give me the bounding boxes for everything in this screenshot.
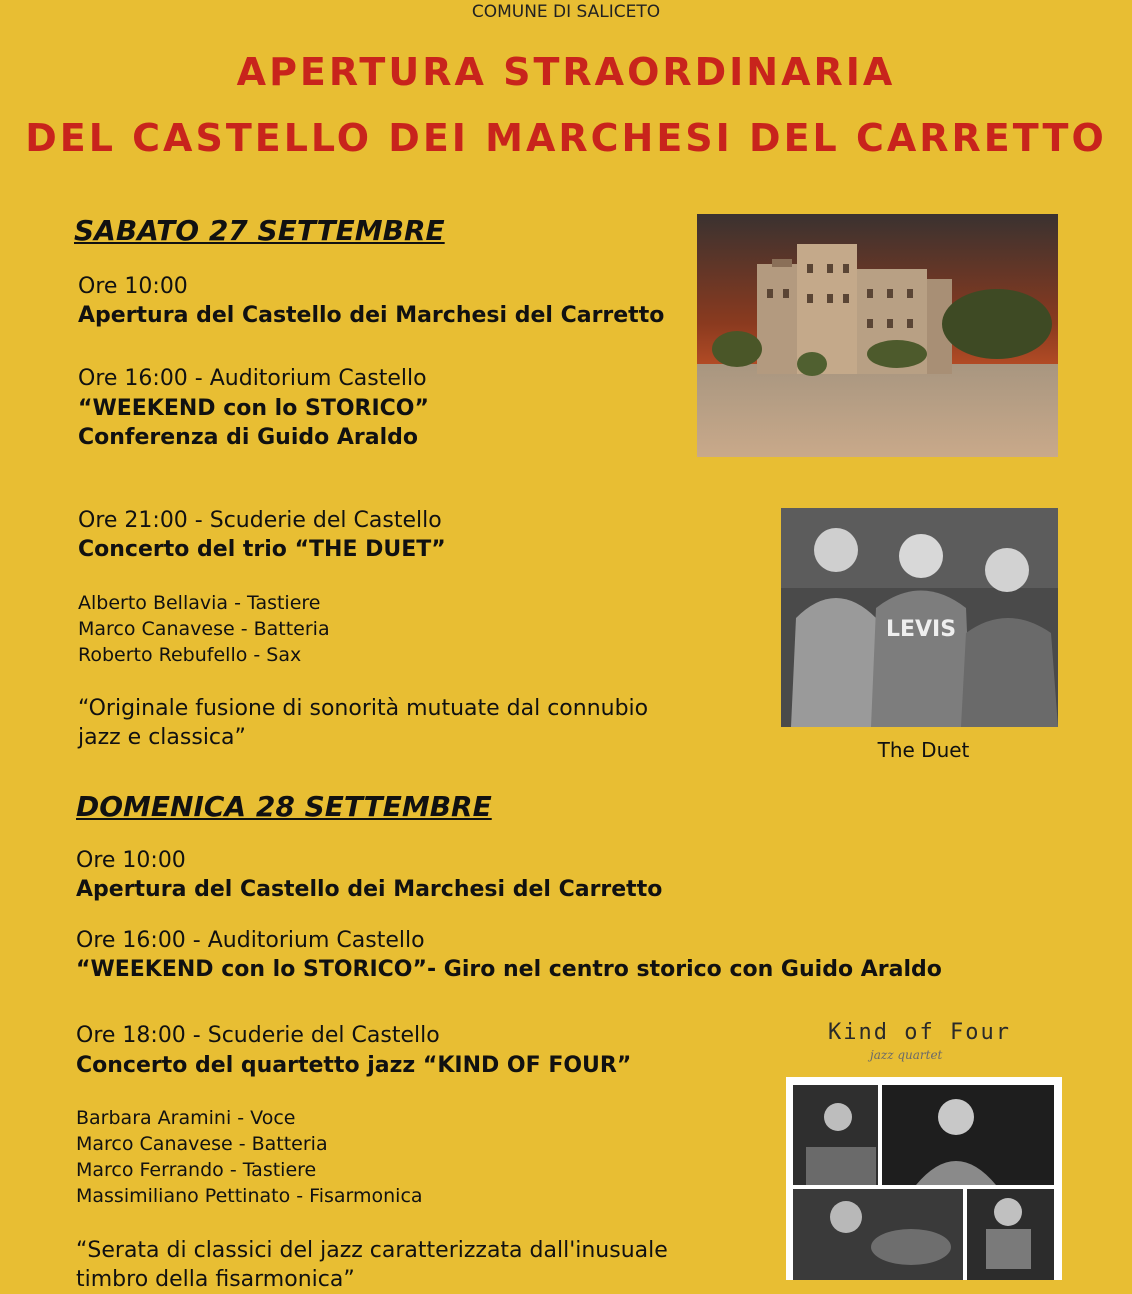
sat-event3-title: Concerto del trio “THE DUET”	[78, 537, 446, 562]
sun-event3-title: Concerto del quartetto jazz “KIND OF FOUR”	[76, 1053, 632, 1078]
sat-event3-time: Ore 21:00 - Scuderie del Castello	[78, 508, 442, 533]
sun-member-4: Massimiliano Pettinato - Fisarmonica	[76, 1185, 423, 1207]
kind-of-four-logo: Kind of Four	[828, 1020, 1011, 1045]
sun-member-2: Marco Canavese - Batteria	[76, 1133, 328, 1155]
saturday-heading: SABATO 27 SETTEMBRE	[74, 214, 445, 247]
kind-of-four-logo-subtitle: jazz quartet	[870, 1048, 943, 1062]
sun-event2-time: Ore 16:00 - Auditorium Castello	[76, 928, 425, 953]
sun-event1-title: Apertura del Castello dei Marchesi del Carretto	[76, 877, 663, 902]
sun-quote-line2: timbro della fisarmonica”	[76, 1267, 355, 1292]
title-line-1: APERTURA STRAORDINARIA	[236, 50, 896, 94]
sat-member-2: Marco Canavese - Batteria	[78, 618, 330, 640]
sun-member-1: Barbara Aramini - Voce	[76, 1107, 296, 1129]
sat-quote-line2: jazz e classica”	[78, 725, 246, 750]
sat-event1-time: Ore 10:00	[78, 274, 188, 299]
sun-event2-title: “WEEKEND con lo STORICO”- Giro nel centro storico con Guido Araldo	[76, 957, 942, 982]
sunday-heading: DOMENICA 28 SETTEMBRE	[76, 790, 492, 823]
kind-of-four-photo	[786, 1077, 1062, 1280]
sun-event1-time: Ore 10:00	[76, 848, 186, 873]
shirt-logo-text: LEVIS	[885, 617, 957, 642]
sat-event2-time: Ore 16:00 - Auditorium Castello	[78, 366, 427, 391]
sun-member-3: Marco Ferrando - Tastiere	[76, 1159, 317, 1181]
sat-member-3: Roberto Rebufello - Sax	[78, 644, 302, 666]
sat-event1-title: Apertura del Castello dei Marchesi del Carretto	[78, 303, 665, 328]
sat-member-1: Alberto Bellavia - Tastiere	[78, 592, 321, 614]
the-duet-photo	[781, 508, 1058, 727]
municipality-label: COMUNE DI SALICETO	[471, 2, 661, 22]
sat-event2-subtitle: Conferenza di Guido Araldo	[78, 425, 419, 450]
sat-event2-title: “WEEKEND con lo STORICO”	[78, 396, 429, 421]
castle-photo	[697, 214, 1058, 457]
title-line-2: DEL CASTELLO DEI MARCHESI DEL CARRETTO	[25, 116, 1107, 160]
sun-event3-time: Ore 18:00 - Scuderie del Castello	[76, 1023, 440, 1048]
sat-quote-line1: “Originale fusione di sonorità mutuate dal connubio	[78, 696, 649, 721]
sun-quote-line1: “Serata di classici del jazz caratterizzata dall'inusuale	[76, 1238, 668, 1263]
duet-photo-caption: The Duet	[877, 738, 970, 762]
